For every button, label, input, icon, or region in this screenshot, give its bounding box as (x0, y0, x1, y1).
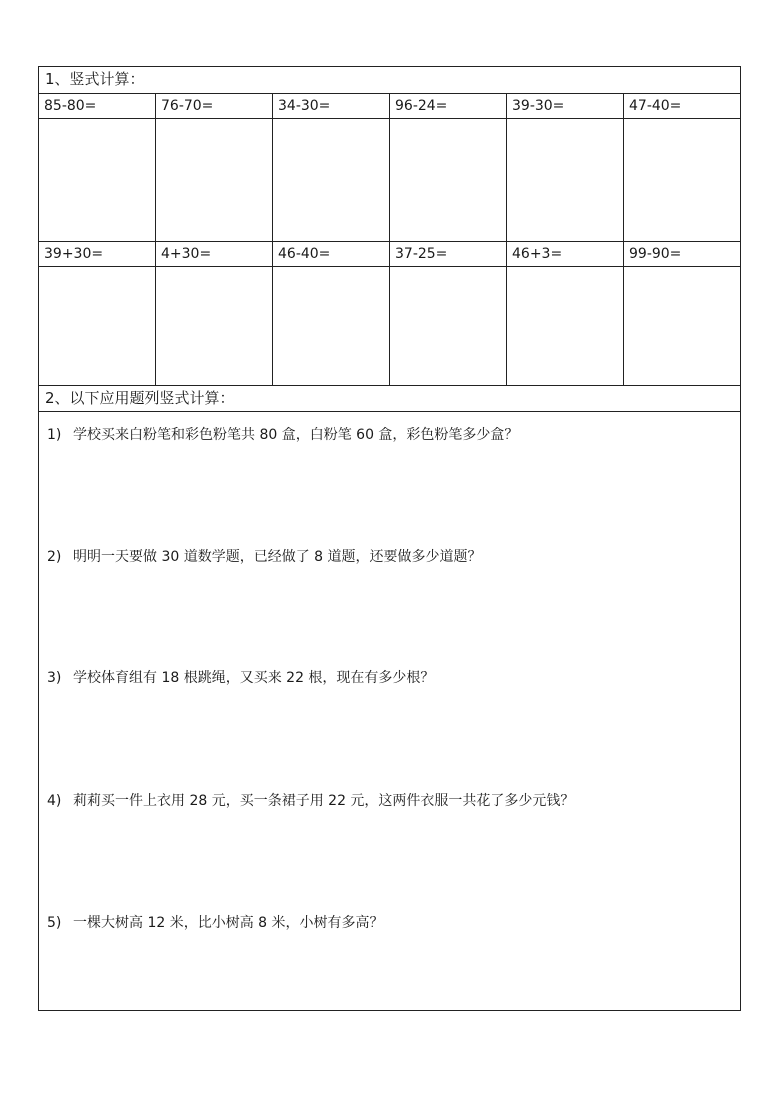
problem-text: 莉莉买一件上衣用 28 元，买一条裙子用 22 元，这两件衣服一共花了多少元钱？ (73, 793, 575, 809)
cell-divider (273, 266, 389, 267)
section-2-title-text: 2、以下应用题列竖式计算： (45, 389, 235, 407)
word-problem (47, 668, 434, 688)
calc-expression: 76-70= (161, 98, 214, 114)
problem-text: 明明一天要做 30 道数学题，已经做了 8 道题，还要做多少道题？ (73, 549, 482, 565)
word-problem (47, 791, 574, 811)
calc-expression: 39-30= (512, 98, 565, 114)
word-problem (47, 425, 518, 445)
calc-expression: 46+3= (512, 246, 563, 262)
problem-number: 5) (47, 915, 62, 931)
cell-divider (390, 118, 506, 119)
calc-cell[interactable] (390, 242, 507, 385)
section-1-title (39, 67, 740, 94)
cell-divider (273, 118, 389, 119)
calc-expression: 99-90= (629, 246, 682, 262)
calc-cell[interactable] (390, 94, 507, 241)
calc-expression: 37-25= (395, 246, 448, 262)
calc-cell[interactable] (273, 242, 390, 385)
calc-cell[interactable] (39, 242, 156, 385)
calc-row-2 (39, 242, 740, 386)
problem-number: 3) (47, 670, 62, 686)
cell-divider (156, 118, 272, 119)
word-problem (47, 547, 482, 567)
problem-text: 一棵大树高 12 米，比小树高 8 米，小树有多高？ (73, 915, 384, 931)
calc-expression: 34-30= (278, 98, 331, 114)
calc-expression: 85-80= (44, 98, 97, 114)
worksheet (38, 66, 741, 1011)
calc-cell[interactable] (507, 242, 624, 385)
cell-divider (39, 118, 155, 119)
calc-cell[interactable] (156, 94, 273, 241)
calc-cell[interactable] (507, 94, 624, 241)
cell-divider (507, 118, 623, 119)
cell-divider (507, 266, 623, 267)
cell-divider (156, 266, 272, 267)
calc-cell[interactable] (273, 94, 390, 241)
word-problems-area[interactable] (39, 412, 740, 1010)
calc-expression: 39+30= (44, 246, 104, 262)
cell-divider (39, 266, 155, 267)
section-2-title (39, 386, 740, 412)
calc-expression: 96-24= (395, 98, 448, 114)
cell-divider (624, 118, 740, 119)
calc-cell[interactable] (39, 94, 156, 241)
calc-cell[interactable] (624, 94, 740, 241)
calc-expression: 4+30= (161, 246, 212, 262)
cell-divider (624, 266, 740, 267)
section-1-title-text: 1、竖式计算： (45, 70, 145, 88)
calc-row-1 (39, 94, 740, 242)
cell-divider (390, 266, 506, 267)
problem-number: 2) (47, 549, 62, 565)
problem-text: 学校体育组有 18 根跳绳，又买来 22 根，现在有多少根？ (73, 670, 435, 686)
problem-text: 学校买来白粉笔和彩色粉笔共 80 盒，白粉笔 60 盒，彩色粉笔多少盒？ (73, 427, 519, 443)
word-problem (47, 913, 384, 933)
problem-number: 4) (47, 793, 62, 809)
calc-expression: 47-40= (629, 98, 682, 114)
calc-cell[interactable] (624, 242, 740, 385)
problem-number: 1) (47, 427, 62, 443)
calc-expression: 46-40= (278, 246, 331, 262)
calc-cell[interactable] (156, 242, 273, 385)
